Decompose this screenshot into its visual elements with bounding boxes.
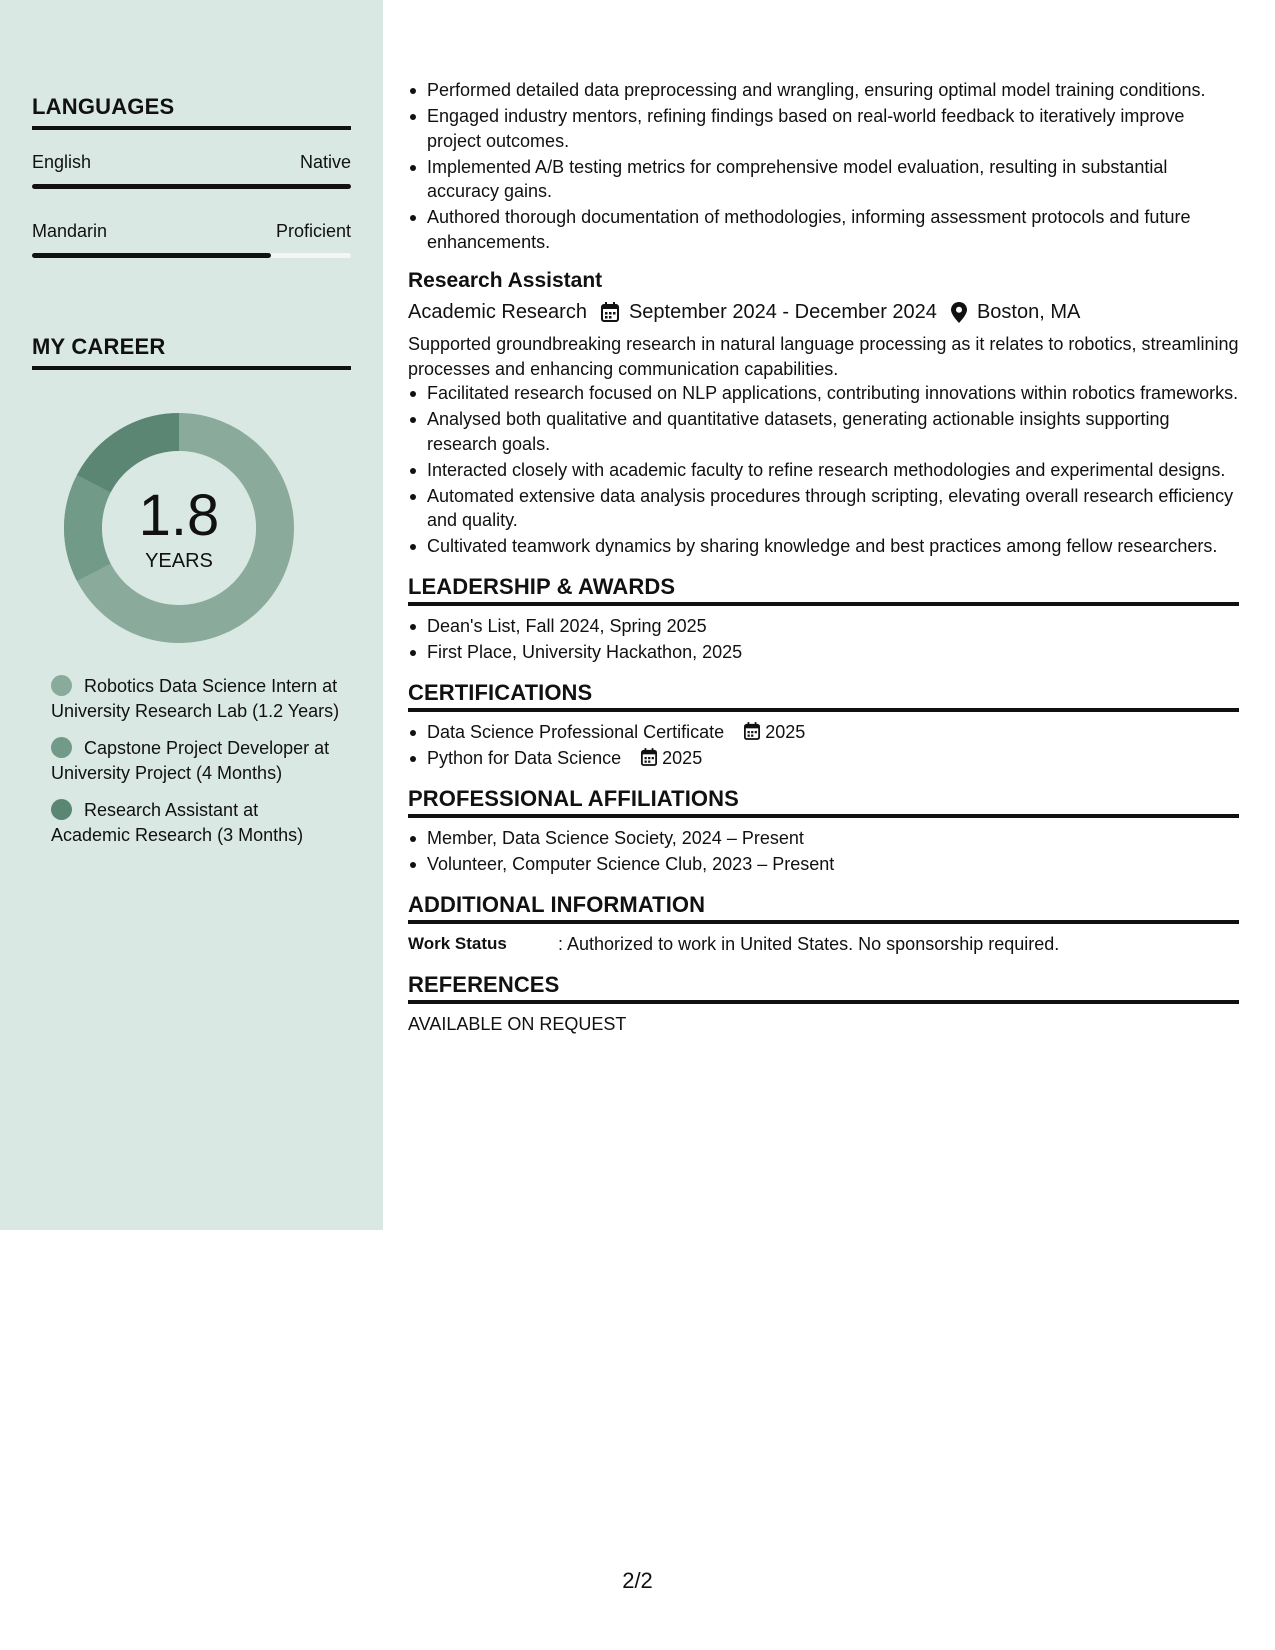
bullet-item: Authored thorough documentation of methodologies, informing assessment protocols and future enhancements.: [408, 205, 1239, 254]
career-heading: MY CAREER: [32, 334, 351, 370]
certifications-list: [408, 720, 1239, 771]
language-proficiency-fill: [32, 253, 271, 258]
job-meta: [408, 298, 1239, 326]
job-dates: September 2024 - December 2024: [628, 301, 937, 323]
certification-item: [408, 720, 1239, 745]
affiliations-heading: PROFESSIONAL AFFILIATIONS: [408, 787, 1239, 819]
bullet-item: Cultivated teamwork dynamics by sharing knowledge and best practices among fellow researchers.: [408, 534, 1239, 559]
job-bullets: [408, 381, 1239, 559]
references-text: AVAILABLE ON REQUEST: [408, 1014, 627, 1034]
bullet-item: Engaged industry mentors, refining findings based on real-world feedback to iteratively improve project outcomes.: [408, 104, 1239, 153]
references-heading: REFERENCES: [408, 973, 1239, 1005]
languages-heading: LANGUAGES: [32, 94, 351, 130]
calendar-icon: [744, 722, 760, 740]
language-proficiency-bar: [32, 253, 351, 258]
affiliations-list: [408, 826, 1239, 877]
job-company: Academic Research: [408, 301, 587, 323]
bullet-item: Facilitated research focused on NLP applications, contributing innovations within robotics frameworks.: [408, 381, 1239, 406]
career-legend-item: [51, 674, 341, 724]
certification-year: 2025: [765, 722, 806, 742]
bullet-item: Member, Data Science Society, 2024 – Present: [408, 826, 1239, 851]
bullet-item: Volunteer, Computer Science Club, 2023 – Present: [408, 852, 1239, 877]
map-pin-icon: [951, 302, 967, 323]
language-name: Mandarin: [32, 221, 108, 241]
bullet-item: First Place, University Hackathon, 2025: [408, 640, 1239, 665]
job-summary: Supported groundbreaking research in natural language processing as it relates to robotics, streamlining processes and enhancing communication capabilities.: [408, 334, 1239, 379]
certifications-heading: CERTIFICATIONS: [408, 681, 1239, 713]
language-level: Native: [299, 152, 351, 172]
career-total-years: 1.8: [138, 483, 220, 548]
sidebar: [0, 0, 383, 1230]
career-donut-chart: [64, 413, 294, 643]
career-legend-item: [51, 736, 341, 786]
work-status-value: : Authorized to work in United States. No sponsorship required.: [558, 934, 1060, 954]
career-legend-item: [51, 798, 341, 848]
calendar-icon: [601, 302, 619, 322]
language-row: [32, 152, 351, 173]
career-legend: [51, 674, 341, 860]
bullet-item: Implemented A/B testing metrics for comprehensive model evaluation, resulting in substantial accuracy gains.: [408, 155, 1239, 204]
additional-info-heading: ADDITIONAL INFORMATION: [408, 893, 1239, 925]
career-legend-label: Robotics Data Science Intern at University Research Lab (1.2 Years): [51, 676, 340, 721]
certification-item: [408, 746, 1239, 771]
page-number: 2/2: [622, 1568, 653, 1593]
language-row: [32, 221, 351, 242]
job-title: Research Assistant: [408, 269, 603, 292]
leadership-heading: LEADERSHIP & AWARDS: [408, 575, 1239, 607]
certification-name: Python for Data Science: [427, 748, 622, 768]
career-legend-label: Capstone Project Developer at University Project (4 Months): [51, 738, 330, 783]
career-total-unit: YEARS: [145, 550, 213, 572]
work-status-row: [408, 932, 1239, 957]
calendar-icon: [641, 748, 657, 766]
language-name: English: [32, 152, 92, 172]
main-content: [408, 78, 1239, 1037]
legend-dot: [51, 799, 72, 820]
language-proficiency-bar: [32, 184, 351, 189]
legend-dot: [51, 737, 72, 758]
bullet-item: Analysed both qualitative and quantitative datasets, generating actionable insights supporting research goals.: [408, 407, 1239, 456]
bullet-item: Dean's List, Fall 2024, Spring 2025: [408, 614, 1239, 639]
work-status-label: Work Status: [408, 934, 507, 953]
certification-year: 2025: [662, 748, 703, 768]
bullet-item: Automated extensive data analysis procedures through scripting, elevating overall research efficiency and quality.: [408, 484, 1239, 533]
bullet-item: Interacted closely with academic faculty to refine research methodologies and experimental designs.: [408, 458, 1239, 483]
bullet-item: Performed detailed data preprocessing and wrangling, ensuring optimal model training conditions.: [408, 78, 1239, 103]
language-level: Proficient: [275, 221, 351, 241]
language-proficiency-fill: [32, 184, 351, 189]
leadership-list: [408, 614, 1239, 665]
job-location: Boston, MA: [976, 301, 1081, 323]
legend-dot: [51, 675, 72, 696]
previous-job-bullets: [408, 78, 1239, 254]
certification-name: Data Science Professional Certificate: [427, 722, 725, 742]
career-legend-label: Research Assistant at Academic Research (3 Months): [51, 800, 304, 845]
